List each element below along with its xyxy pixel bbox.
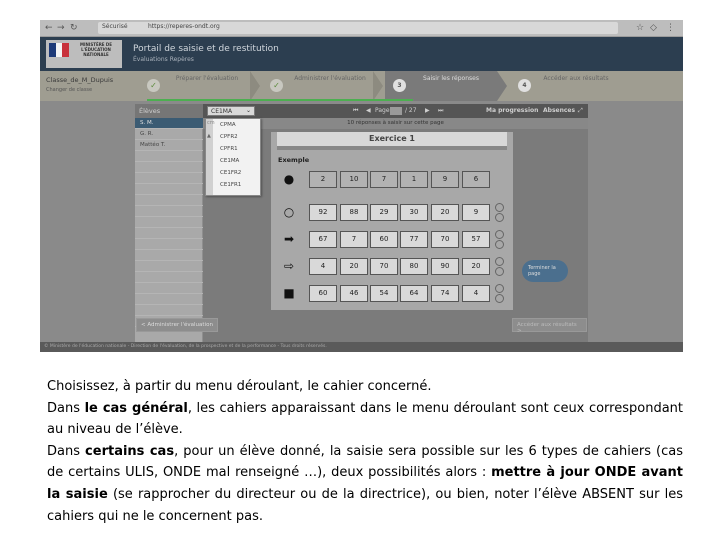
step-number: 4: [518, 79, 531, 92]
caption-text: Dans: [47, 443, 86, 459]
student-row[interactable]: [135, 228, 203, 239]
menu-dots-icon[interactable]: ⋮: [666, 23, 675, 33]
student-row[interactable]: [135, 272, 203, 283]
step-number: 3: [393, 79, 406, 92]
answer-cell[interactable]: 9: [462, 204, 490, 221]
caption-paragraph-3: [47, 441, 683, 527]
answer-cell[interactable]: 92: [309, 204, 337, 221]
example-cell: 1: [400, 171, 428, 188]
change-class-link[interactable]: Changer de classe: [46, 87, 93, 93]
answer-cell[interactable]: 70: [431, 231, 459, 248]
logo-text: MINISTÈRE DE L'ÉDUCATION NATIONALE: [80, 42, 112, 57]
browser-toolbar: [40, 20, 683, 37]
answer-cell[interactable]: 74: [431, 285, 459, 302]
reload-icon[interactable]: ↻: [70, 23, 78, 33]
answer-cell[interactable]: 88: [340, 204, 368, 221]
dropdown-option[interactable]: CE1FR1: [220, 182, 242, 188]
student-row[interactable]: [135, 217, 203, 228]
check-icon: ✓: [270, 79, 283, 92]
caption-text: (se rapprocher du directeur ou de la directrice), ou bien, noter l’élève ABSENT sur les cahiers qui ne le concernent pas.: [47, 486, 683, 524]
step-results[interactable]: [510, 71, 640, 101]
no-answer-toggle[interactable]: [495, 294, 504, 303]
class-name: Classe_de_M_Dupuis: [46, 76, 114, 84]
steps-bar: [40, 71, 683, 101]
last-page-icon[interactable]: ⏭: [438, 107, 444, 114]
info-bar: 10 réponses à saisir sur cette page: [203, 118, 588, 129]
page-number-input[interactable]: [390, 107, 402, 115]
student-row[interactable]: [135, 206, 203, 217]
student-row[interactable]: [135, 294, 203, 305]
no-answer-toggle[interactable]: [495, 203, 504, 212]
answer-cell[interactable]: 4: [309, 258, 337, 275]
answer-cell[interactable]: 46: [340, 285, 368, 302]
step-separator: [250, 71, 260, 101]
forward-icon[interactable]: →: [57, 23, 65, 33]
step-administer[interactable]: [270, 71, 388, 101]
exercise-header-strip: [277, 146, 507, 150]
student-row[interactable]: [135, 283, 203, 294]
step-prepare[interactable]: [147, 71, 265, 101]
no-answer-toggle[interactable]: [495, 257, 504, 266]
answer-cell[interactable]: 60: [309, 285, 337, 302]
answer-cell[interactable]: 70: [370, 258, 398, 275]
answer-cell[interactable]: 67: [309, 231, 337, 248]
student-row[interactable]: [135, 151, 203, 162]
example-cell: 7: [370, 171, 398, 188]
app-header: [40, 37, 683, 71]
page-label: Page: [375, 107, 390, 114]
app-subtitle: Évaluations Repères: [133, 56, 194, 63]
cahier-select-value: CE1MA: [211, 108, 233, 115]
exercise-toolbar: [203, 104, 588, 118]
url-text: https://reperes-ondt.org: [148, 23, 220, 30]
back-to-administer-button[interactable]: < Administrer l'évaluation: [136, 318, 218, 332]
next-page-icon[interactable]: ▶: [425, 107, 430, 114]
no-answer-toggle[interactable]: [495, 213, 504, 222]
step-label: Saisir les réponses: [423, 75, 479, 82]
french-flag-icon: [49, 43, 69, 57]
caption-paragraph-2: [47, 398, 683, 441]
caption-bold: certains cas: [85, 443, 175, 459]
student-row[interactable]: [135, 250, 203, 261]
example-cell: 10: [340, 171, 368, 188]
dropdown-option[interactable]: CPFR1: [220, 146, 238, 152]
back-icon[interactable]: ←: [45, 23, 53, 33]
secure-label: Sécurisé: [102, 23, 128, 30]
address-bar[interactable]: [98, 22, 618, 34]
dropdown-search[interactable]: cm: [207, 120, 215, 126]
answer-cell[interactable]: 64: [400, 285, 428, 302]
footer-bar: [40, 342, 683, 352]
arrow-right-outline-icon: ⇨: [283, 259, 295, 273]
caption-bold: le cas général: [84, 400, 188, 416]
no-answer-toggle[interactable]: [495, 267, 504, 276]
my-progress-button[interactable]: Ma progression: [486, 107, 539, 114]
scroll-up-icon[interactable]: ▲: [207, 133, 211, 139]
expand-icon[interactable]: ⤢: [578, 107, 583, 114]
student-row[interactable]: [135, 261, 203, 272]
caption-text: , pour un élève donné, la saisie sera possible sur les 6 types de cahiers (cas de certains ULIS, ONDE mal renseigné …), deux possibilités alors :: [47, 443, 683, 481]
absences-button[interactable]: Absences: [543, 107, 576, 114]
bookmark-star-icon[interactable]: ☆: [636, 23, 645, 33]
caption-bold: mettre à jour ONDE avant la saisie: [47, 465, 684, 502]
step-label: Accéder aux résultats: [543, 75, 609, 82]
dropdown-option[interactable]: CE1FR2: [220, 170, 242, 176]
footer-text: © Ministère de l'éducation nationale - Direction de l'évaluation, de la prospective et de la performance - Tous droits réservés.: [44, 344, 327, 349]
arrow-right-filled-icon: ➡: [283, 232, 295, 246]
extension-icon[interactable]: ◇: [650, 23, 657, 33]
caption-line-1: Choisissez, à partir du menu déroulant, le cahier concerné.: [47, 379, 432, 394]
answer-cell[interactable]: 54: [370, 285, 398, 302]
student-row[interactable]: [135, 162, 203, 173]
student-row[interactable]: G. R.: [135, 129, 203, 140]
answer-cell[interactable]: 7: [340, 231, 368, 248]
step-enter-answers[interactable]: [385, 71, 497, 101]
step-label: Administrer l'évaluation: [294, 75, 366, 82]
student-row[interactable]: [135, 239, 203, 250]
student-row[interactable]: [135, 184, 203, 195]
dropdown-scrollbar[interactable]: [206, 119, 213, 195]
student-row[interactable]: S. M.: [135, 118, 203, 129]
answer-cell[interactable]: 57: [462, 231, 490, 248]
caption-text: , les cahiers apparaissant dans le menu déroulant sont ceux correspondant au niveau de l’élève.: [47, 400, 684, 438]
example-cell: 2: [309, 171, 337, 188]
example-label: Exemple: [278, 156, 310, 164]
answer-cell[interactable]: 4: [462, 285, 490, 302]
cahier-dropdown: [205, 118, 261, 196]
chevron-down-icon: ⌄: [245, 107, 251, 114]
page-total: / 27: [405, 107, 417, 114]
student-row[interactable]: [135, 195, 203, 206]
dropdown-option[interactable]: CE1MA: [220, 158, 240, 164]
no-answer-toggle[interactable]: [495, 230, 504, 239]
answer-cell[interactable]: 20: [462, 258, 490, 275]
answer-cell[interactable]: 29: [370, 204, 398, 221]
answer-cell[interactable]: 80: [400, 258, 428, 275]
example-cell: 9: [431, 171, 459, 188]
progress-line: [147, 99, 413, 101]
step-separator: [373, 71, 383, 101]
students-list: [135, 104, 203, 350]
no-answer-toggle[interactable]: [495, 284, 504, 293]
filled-circle-icon: ●: [283, 172, 295, 186]
answer-cell[interactable]: 60: [370, 231, 398, 248]
step-label: Préparer l'évaluation: [175, 75, 239, 82]
answer-cell[interactable]: 20: [431, 204, 459, 221]
access-results-button[interactable]: Accéder aux résultats >: [512, 318, 587, 332]
caption: [47, 376, 683, 527]
student-row[interactable]: [135, 173, 203, 184]
answer-cell[interactable]: 90: [431, 258, 459, 275]
ministry-logo: [46, 40, 122, 68]
finish-page-button[interactable]: Terminer la page: [522, 260, 568, 282]
students-header: Élèves: [135, 104, 203, 118]
cahier-select[interactable]: [207, 106, 255, 116]
first-page-icon[interactable]: ⏮: [353, 107, 359, 114]
student-row[interactable]: Mattéo T.: [135, 140, 203, 151]
example-cell: 6: [462, 171, 490, 188]
app-title: Portail de saisie et de restitution: [133, 44, 279, 54]
prev-page-icon[interactable]: ◀: [366, 107, 371, 114]
empty-circle-icon: ○: [283, 205, 295, 219]
answer-cell[interactable]: 20: [340, 258, 368, 275]
dropdown-option[interactable]: CPMA: [220, 122, 236, 128]
student-row[interactable]: [135, 305, 203, 316]
step-separator: [497, 71, 507, 101]
answer-cell[interactable]: 30: [400, 204, 428, 221]
check-icon: ✓: [147, 79, 160, 92]
exercise-title: Exercice 1: [277, 132, 507, 146]
no-answer-toggle[interactable]: [495, 240, 504, 249]
dropdown-option[interactable]: CPFR2: [220, 134, 238, 140]
caption-text: Dans: [47, 400, 85, 416]
answer-cell[interactable]: 77: [400, 231, 428, 248]
square-filled-icon: ■: [283, 286, 295, 300]
